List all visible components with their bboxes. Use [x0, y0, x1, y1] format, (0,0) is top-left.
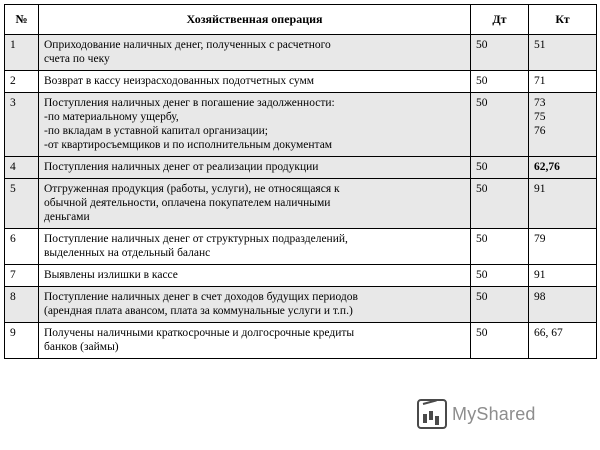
row-credit-account — [529, 71, 597, 93]
watermark-label: MyShared — [452, 403, 536, 424]
table-row — [5, 229, 597, 265]
description-line: Выявлены излишки в кассе — [44, 269, 178, 282]
row-description — [39, 93, 471, 157]
description-line: выделенных на отдельный баланс — [44, 247, 211, 260]
row-number: 2 — [5, 71, 39, 93]
credit-account-value: 98 — [534, 291, 546, 304]
row-description — [39, 287, 471, 323]
description-line: банков (займы) — [44, 341, 119, 354]
accounting-operations-table — [4, 4, 597, 359]
description-line: Поступления наличных денег в погашение задолженности: — [44, 97, 335, 110]
credit-account-value: 75 — [534, 111, 546, 124]
row-debit-account: 50 — [471, 265, 529, 287]
row-description — [39, 265, 471, 287]
row-debit-account: 50 — [471, 229, 529, 265]
row-number: 8 — [5, 287, 39, 323]
description-line: -от квартиросъемщиков и по исполнительным документам — [44, 139, 333, 152]
row-number: 6 — [5, 229, 39, 265]
row-description — [39, 229, 471, 265]
credit-account-value: 91 — [534, 269, 546, 282]
column-header-credit: Кт — [529, 5, 597, 35]
watermark — [417, 399, 536, 429]
description-line: Получены наличными краткосрочные и долгосрочные кредиты — [44, 327, 355, 340]
description-line: Поступление наличных денег от структурных подразделений, — [44, 233, 348, 246]
description-line: Поступление наличных денег в счет доходов будущих периодов — [44, 291, 358, 304]
description-line: (арендная плата авансом, плата за коммунальные услуги и т.п.) — [44, 305, 353, 318]
table-body — [5, 35, 597, 359]
row-number: 4 — [5, 157, 39, 179]
row-description — [39, 71, 471, 93]
credit-account-value: 71 — [534, 75, 546, 88]
column-header-description: Хозяйственная операция — [39, 5, 471, 35]
row-credit-account — [529, 35, 597, 71]
row-description — [39, 179, 471, 229]
row-description — [39, 157, 471, 179]
credit-account-value: 66, 67 — [534, 327, 563, 340]
row-credit-account — [529, 265, 597, 287]
row-debit-account: 50 — [471, 71, 529, 93]
row-number: 7 — [5, 265, 39, 287]
presentation-chart-icon — [417, 399, 447, 429]
credit-account-value: 51 — [534, 39, 546, 51]
row-number: 1 — [5, 35, 39, 71]
row-debit-account: 50 — [471, 93, 529, 157]
row-debit-account: 50 — [471, 323, 529, 359]
row-number: 5 — [5, 179, 39, 229]
description-line: Поступления наличных денег от реализации продукции — [44, 161, 319, 174]
row-debit-account: 50 — [471, 287, 529, 323]
row-number: 9 — [5, 323, 39, 359]
table-row — [5, 35, 597, 71]
table-row — [5, 265, 597, 287]
description-line: деньгами — [44, 211, 90, 224]
row-description — [39, 35, 471, 71]
row-credit-account — [529, 93, 597, 157]
table-row — [5, 287, 597, 323]
row-debit-account: 50 — [471, 179, 529, 229]
column-header-debit: Дт — [471, 5, 529, 35]
row-debit-account: 50 — [471, 157, 529, 179]
description-line: Отгруженная продукция (работы, услуги), не относящаяся к — [44, 183, 340, 196]
description-line: -по вкладам в уставной капитал организации; — [44, 125, 268, 138]
description-line: -по материальному ущербу, — [44, 111, 179, 124]
credit-account-value: 76 — [534, 125, 546, 138]
row-credit-account — [529, 323, 597, 359]
row-credit-account — [529, 179, 597, 229]
table-row — [5, 157, 597, 179]
row-credit-account — [529, 287, 597, 323]
row-credit-account — [529, 229, 597, 265]
table-header-row — [5, 5, 597, 35]
description-line: Оприходование наличных денег, полученных с расчетного — [44, 39, 331, 51]
description-line: обычной деятельности, оплачена покупателем наличными — [44, 197, 331, 210]
row-debit-account: 50 — [471, 35, 529, 71]
credit-account-value: 62,76 — [534, 161, 560, 174]
table-row — [5, 93, 597, 157]
credit-account-value: 73 — [534, 97, 546, 110]
table-row — [5, 323, 597, 359]
row-description — [39, 323, 471, 359]
table-header — [5, 5, 597, 35]
row-credit-account — [529, 157, 597, 179]
credit-account-value: 79 — [534, 233, 546, 246]
table-row — [5, 179, 597, 229]
table-row — [5, 71, 597, 93]
description-line: Возврат в кассу неизрасходованных подотчетных сумм — [44, 75, 315, 88]
credit-account-value: 91 — [534, 183, 546, 196]
column-header-number: № — [5, 5, 39, 35]
description-line: счета по чеку — [44, 53, 110, 66]
row-number: 3 — [5, 93, 39, 157]
